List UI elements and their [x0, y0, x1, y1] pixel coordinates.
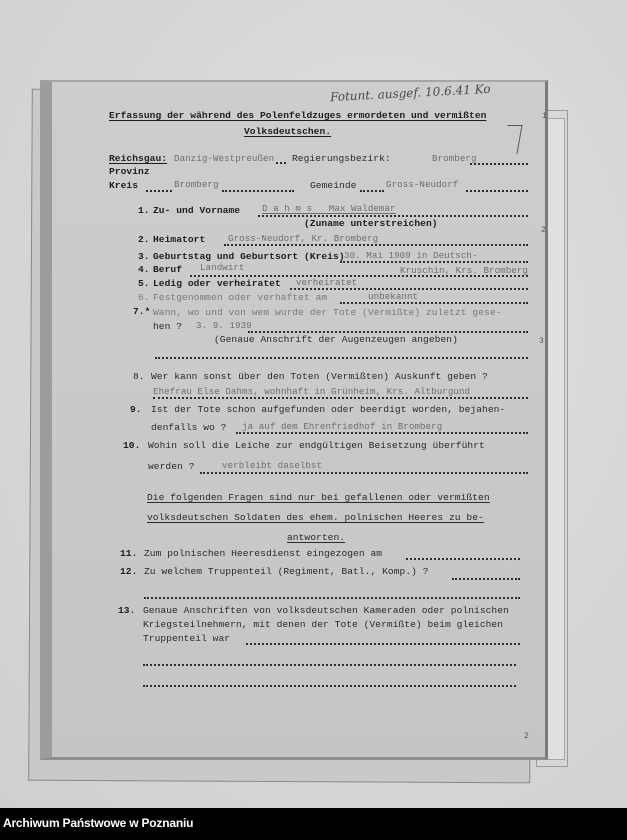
- fill-dots: [340, 302, 528, 304]
- fill-dots: [276, 162, 286, 164]
- archive-footer-bar: [0, 808, 627, 840]
- q7-note: (Genaue Anschrift der Augenzeugen angeben): [214, 334, 458, 345]
- fill-dots: [470, 163, 528, 165]
- q10-number: 10.: [123, 440, 141, 451]
- q9-label: Ist der Tote schon aufgefunden oder beerdigt worden, bejahen-: [151, 404, 506, 415]
- q8-number: 8.: [133, 371, 145, 382]
- q1-value: D a h m s Max Waldemar: [262, 203, 396, 214]
- q4-value: Landwirt: [200, 262, 245, 273]
- regierungsbezirk-label: Regierungsbezirk:: [292, 153, 391, 164]
- fill-dots: [222, 190, 294, 192]
- q1-label: Zu- und Vorname: [153, 205, 241, 216]
- q9-label-continued: denfalls wo ?: [151, 422, 227, 433]
- fill-dots: [340, 261, 528, 263]
- margin-mark: 2: [524, 732, 529, 741]
- margin-mark: 1: [542, 112, 547, 121]
- q3-number: 3.: [138, 251, 150, 262]
- q9-number: 9.: [130, 404, 142, 415]
- gemeinde-label: Gemeinde: [310, 180, 357, 191]
- fill-dots: [452, 578, 520, 580]
- q6-label: Festgenommen oder verhaftet am: [153, 292, 328, 303]
- q13-number: 13.: [118, 605, 136, 616]
- reichsgau-value: Danzig-Westpreußen: [174, 153, 275, 164]
- fill-dots: [146, 190, 172, 192]
- q3-value-continued: Kruschin, Krs. Bromberg: [400, 265, 528, 276]
- q11-label: Zum polnischen Heeresdienst eingezogen am: [144, 548, 383, 559]
- handwritten-note: Fotunt. ausgef. 10.6.41 Ko: [329, 81, 491, 105]
- q8-label: Wer kann sonst über den Toten (Vermißten) Auskunft geben ?: [151, 371, 488, 382]
- q1-number: 1.: [138, 205, 150, 216]
- q4-label: Beruf: [153, 264, 183, 275]
- fill-dots: [360, 190, 384, 192]
- q7-label-continued: hen ?: [153, 321, 183, 332]
- fill-dots: [290, 288, 528, 290]
- soldier-section-heading-cont: volksdeutschen Soldaten des ehem. polnischen Heeres zu be-: [147, 512, 484, 523]
- q6-value: unbekannt: [368, 291, 419, 302]
- soldier-section-heading: Die folgenden Fragen sind nur bei gefallenen oder vermißten: [147, 492, 490, 503]
- soldier-section-heading-end: antworten.: [287, 532, 346, 543]
- archive-name: Archiwum Państwowe w Poznaniu: [3, 816, 194, 830]
- q3-label: Geburtstag und Geburtsort (Kreis): [153, 251, 345, 262]
- fill-dots: [248, 331, 528, 333]
- q5-number: 5.: [138, 278, 150, 289]
- q12-label: Zu welchem Truppenteil (Regiment, Batl., Komp.) ?: [144, 566, 429, 577]
- fill-dots: [258, 215, 528, 217]
- q13-label-cont2: Truppenteil war: [143, 633, 231, 644]
- q13-label-cont1: Kriegsteilnehmern, mit denen der Tote (Vermißte) beim gleichen: [143, 619, 504, 630]
- q1-note: (Zuname unterstreichen): [304, 218, 438, 229]
- q10-label: Wohin soll die Leiche zur endgültigen Beisetzung überführt: [148, 440, 485, 451]
- q7-label: Wann, wo und von wem wurde der Tote (Vermißte) zuletzt gese-: [153, 307, 502, 318]
- document-title-cont: Volksdeutschen.: [244, 126, 332, 137]
- q11-number: 11.: [120, 548, 138, 559]
- fill-dots: [143, 685, 516, 687]
- q7-number: 7.*: [133, 306, 151, 317]
- q5-value: verheiratet: [296, 277, 358, 288]
- kreis-value: Bromberg: [174, 179, 219, 190]
- fill-dots: [155, 357, 528, 359]
- q13-label: Genaue Anschriften von volksdeutschen Kameraden oder polnischen: [143, 605, 509, 616]
- q6-number: 6.: [138, 292, 150, 303]
- fill-dots: [466, 190, 528, 192]
- underlying-sheet-edge: [545, 118, 565, 760]
- fill-dots: [246, 643, 520, 645]
- q2-number: 2.: [138, 234, 150, 245]
- gemeinde-value: Gross-Neudorf: [386, 179, 459, 190]
- fill-dots: [144, 597, 520, 599]
- q7-value: 3. 9. 1939: [196, 320, 252, 331]
- document-title: Erfassung der während des Polenfeldzuges ermordeten und vermißten: [109, 110, 487, 121]
- q2-value: Gross-Neudorf, Kr. Bromberg: [228, 233, 379, 244]
- q2-label: Heimatort: [153, 234, 206, 245]
- fill-dots: [406, 558, 520, 560]
- fill-dots: [200, 472, 528, 474]
- reichsgau-label: Reichsgau:: [109, 153, 168, 164]
- provinz-label: Provinz: [109, 166, 150, 177]
- regierungsbezirk-value: Bromberg: [432, 153, 477, 164]
- fill-dots: [153, 397, 528, 399]
- q9-value: ja auf dem Ehrenfriedhof in Bromberg: [242, 421, 443, 432]
- margin-mark: 3: [539, 337, 544, 346]
- q5-label: Ledig oder verheiratet: [153, 278, 281, 289]
- fill-dots: [236, 432, 528, 434]
- kreis-label: Kreis: [109, 180, 139, 191]
- q10-value: verbleibt daselbst: [222, 460, 323, 471]
- q12-number: 12.: [120, 566, 138, 577]
- fill-dots: [143, 664, 516, 666]
- q10-label-continued: werden ?: [148, 461, 195, 472]
- margin-mark: 2: [541, 226, 546, 235]
- fill-dots: [224, 244, 528, 246]
- q8-value: Ehefrau Else Dahms, wohnhaft in Grünheim, Krs. Altburgund: [153, 386, 471, 397]
- q3-value: 30. Mai 1909 in Deutsch-: [344, 250, 478, 261]
- q4-number: 4.: [138, 264, 150, 275]
